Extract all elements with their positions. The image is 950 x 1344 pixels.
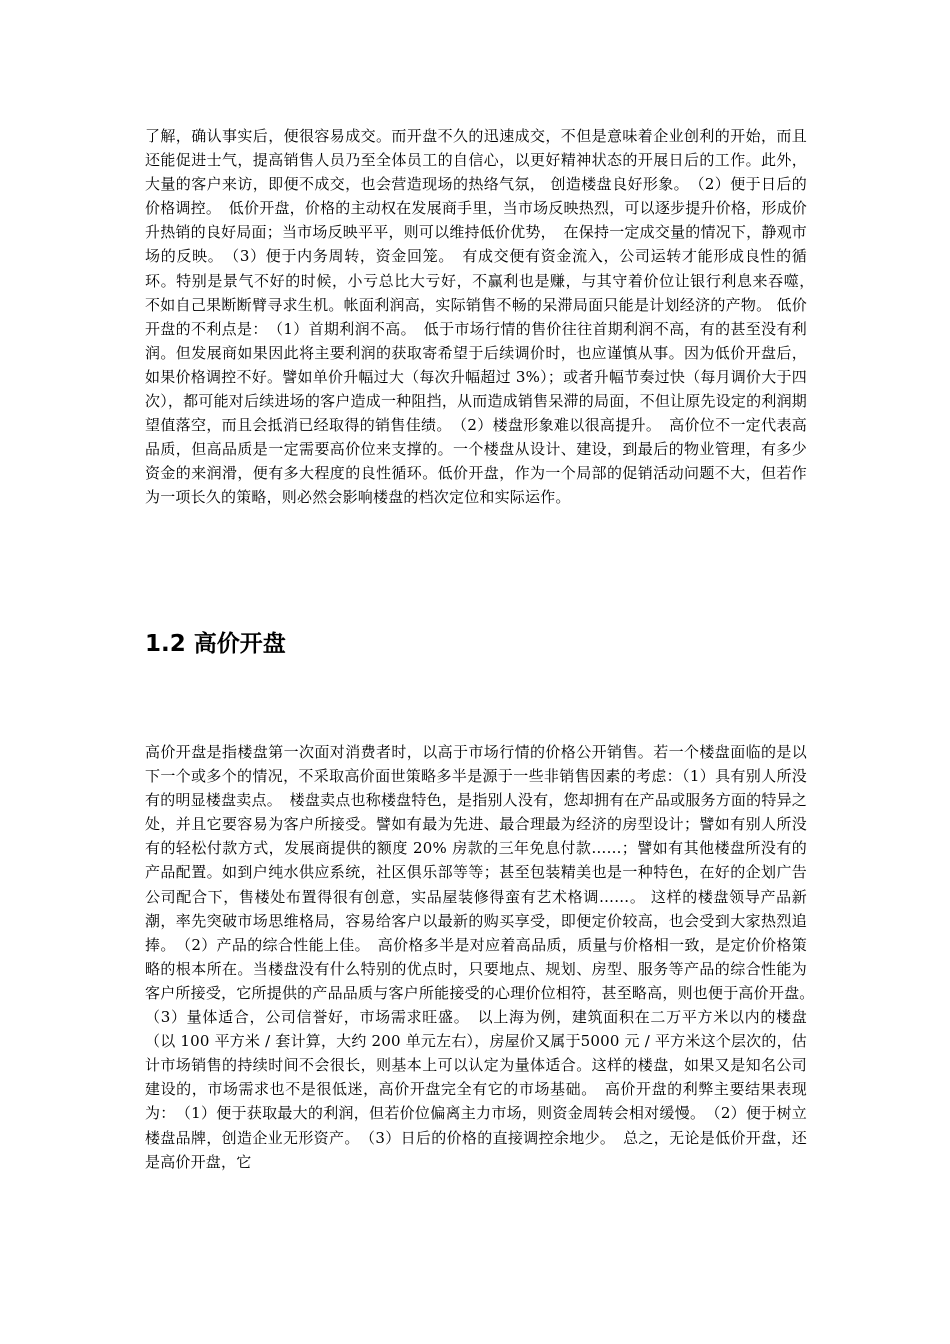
body-paragraph-low-price: 了解，确认事实后，便很容易成交。而开盘不久的迅速成交，不但是意味着企业创利的开始，而且还能促进士气，提高销售人员乃至全体员工的自信心，以更好精神状态的开展日后的工作。此外，大量的客户来访，即便不成交，也会营造现场的热络气氛， 创造楼盘良好形象。 （2）便于日后的价格调控。 低价开盘，价格的主动权在发展商手里，当市场反映热烈，可以逐步提升价格，形成价升热销的良好局面；当市场反映平平，则可以维持低价优势， 在保持一定成交量的情况下，静观市场的反映。 （3）便于内务周转，资金回笼。 有成交便有资金流入，公司运转才能形成良性的循环。特别是景气不好的时候，小亏总比大亏好，不赢利也是赚，与其守着价位让银行利息来吞噬， 不如自己果断断臂寻求生机。帐面利润高，实际销售不畅的呆滞局面只能是计划经济的产物。 低价开盘的不利点是： （1）首期利润不高。 低于市场行情的售价往往首期利润不高，有的甚至没有利润。但发展商如果因此将主要利润的获取寄希望于后续调价时，也应谨慎从事。因为低价开盘后，如果价格调控不好。譬如单价升幅过大（每次升幅超过 3%）；或者升幅节奏过快（每月调价大于四次），都可能对后续进场的客户造成一种阻挡，从而造成销售呆滞的局面，不但让原先设定的利润期望值落空，而且会抵消已经取得的销售佳绩。 （2）楼盘形象难以很高提升。 高价位不一定代表高品质，但高品质是一定需要高价位来支撑的。一个楼盘从设计、建设，到最后的物业管理，有多少资金的来润滑，便有多大程度的良性循环。低价开盘，作为一个局部的促销活动问题不大，但若作为一项长久的策略，则必然会影响楼盘的档次定位和实际运作。: [145, 127, 823, 507]
body-paragraph-high-price: 高价开盘是指楼盘第一次面对消费者时，以高于市场行情的价格公开销售。若一个楼盘面临的是以下一个或多个的情况，不采取高价面世策略多半是源于一些非销售因素的考虑：（1）具有别人所没有的明显楼盘卖点。 楼盘卖点也称楼盘特色，是指别人没有，您却拥有在产品或服务方面的特异之处，并且它要容易为客户所接受。譬如有最为先进、最合理最为经济的房型设计；譬如有别人所没有的轻松付款方式，发展商提供的额度 20% 房款的三年免息付款……；譬如有其他楼盘所没有的产品配置。如到户纯水供应系统，社区俱乐部等等；甚至包装精美也是一种特色，在好的企划广告公司配合下，售楼处布置得很有创意，实品屋装修得蛮有艺术格调……。 这样的楼盘领导产品新潮，率先突破市场思维格局，容易给客户以最新的购买享受，即便定价较高，也会受到大家热烈追捧。 （2）产品的综合性能上佳。 高价格多半是对应着高品质，质量与价格相一致，是定价价格策略的根本所在。当楼盘没有什么特别的优点时，只要地点、规划、房型、服务等产品的综合性能为客户所接受，它所提供的产品品质与客户所能接受的心理价位相符，甚至略高，则也便于高价开盘。 （3）量体适合，公司信誉好，市场需求旺盛。 以上海为例，建筑面积在二万平方米以内的楼盘（以 100 平方米 / 套计算，大约 200 单元左右），房屋价又属于5000 元 / 平方米这个层次的，估计市场销售的持续时间不会很长，则基本上可以认定为量体适合。这样的楼盘，如果又是知名公司建设的，市场需求也不是很低迷，高价开盘完全有它的市场基础。 高价开盘的利弊主要结果表现为： （1）便于获取最大的利润，但若价位偏离主力市场，则资金周转会相对缓慢。 （2）便于树立楼盘品牌，创造企业无形资产。 （3）日后的价格的直接调控余地少。 总之，无论是低价开盘，还是高价开盘，它: [145, 743, 823, 1171]
section-heading: 1.2 高价开盘: [145, 631, 286, 657]
